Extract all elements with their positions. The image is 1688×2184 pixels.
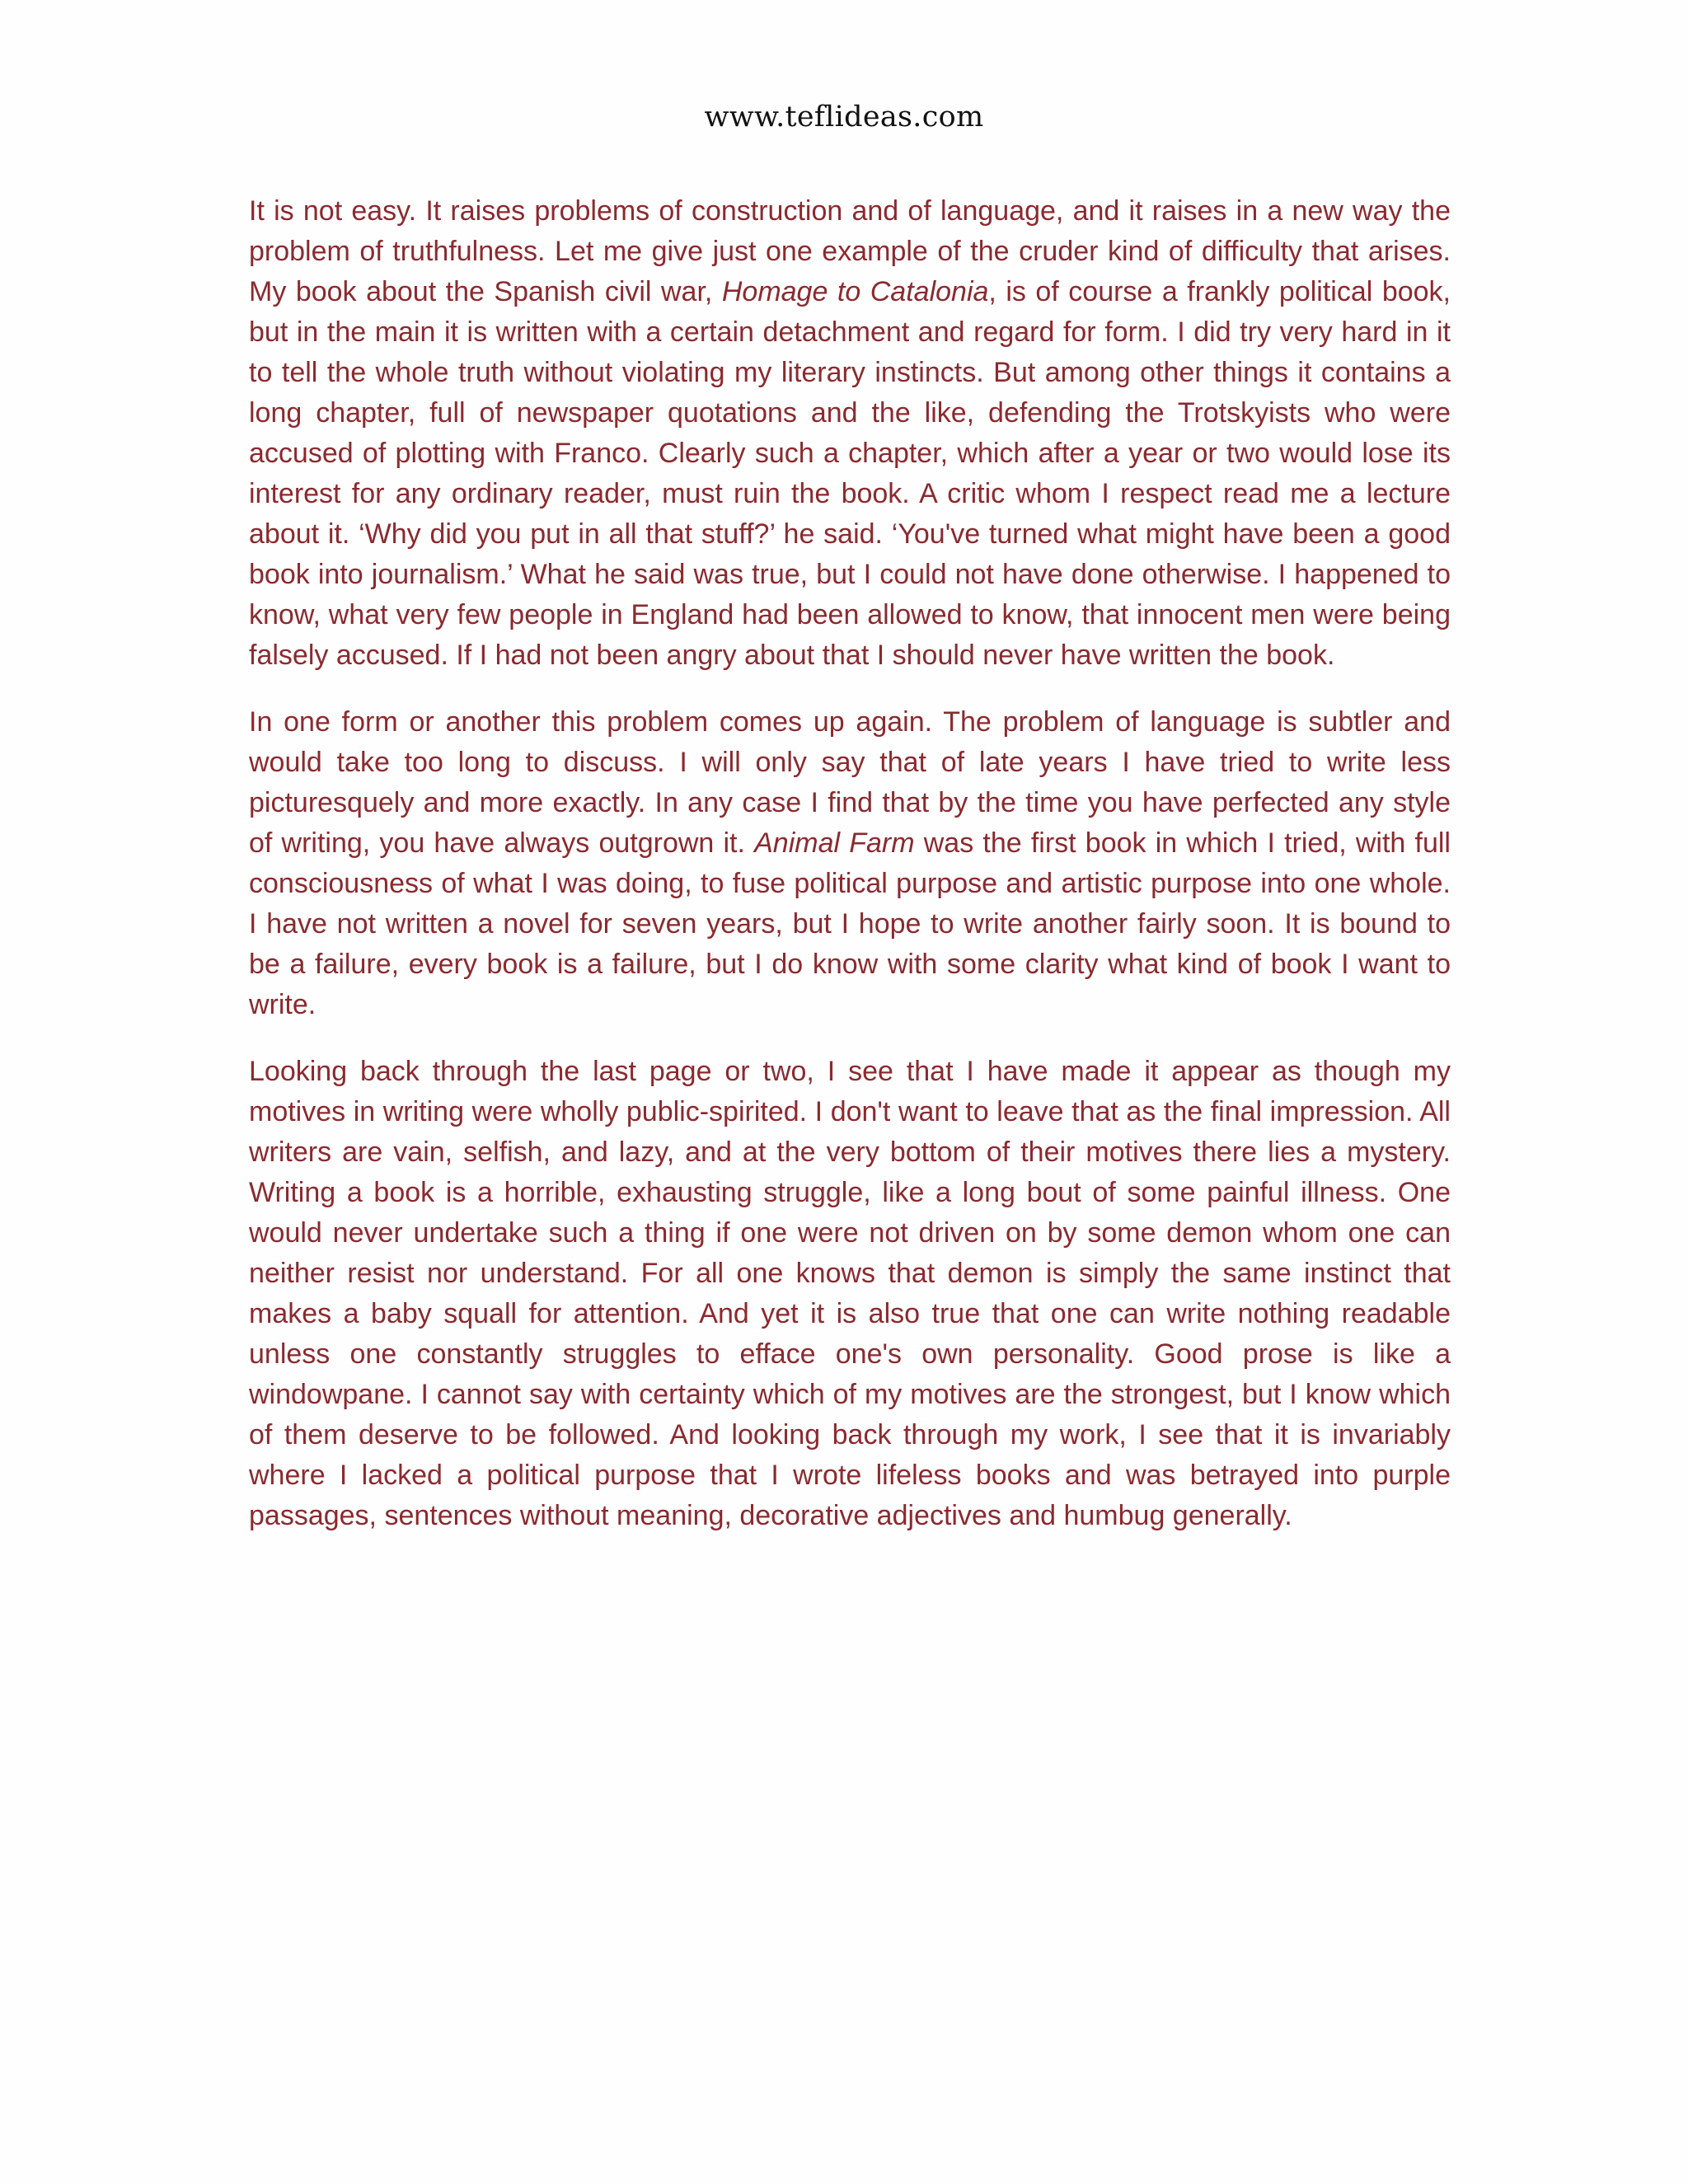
paragraph-2-text-b: was the first book in which I tried, with full consciousness of what I was doing, to fuse political purpose and artistic purpose into one whole. I have not written a novel for seven years, but I hope to write another fairly soon. It is bound to be a failure, every book is a failure, but I do know with some clarity what kind of book I want to write. (249, 827, 1451, 1020)
essay-body (249, 191, 1451, 1563)
site-url-header: www.teflideas.com (704, 101, 984, 134)
book-title-animal-farm: Animal Farm (754, 827, 915, 859)
paragraph-1-text-b: , is of course a frankly political book, but in the main it is written with a certain detachment and regard for form. I did try very hard in it to tell the whole truth without violating my literary instincts. But among other things it contains a long chapter, full of newspaper quotations and the like, defending the Trotskyists who were accused of plotting with Franco. Clearly such a chapter, which after a year or two would lose its interest for any ordinary reader, must ruin the book. A critic whom I respect read me a lecture about it. ‘Why did you put in all that stuff?’ he said. ‘You've turned what might have been a good book into journalism.’ What he said was true, but I could not have done otherwise. I happened to know, what very few people in England had been allowed to know, that innocent men were being falsely accused. If I had not been angry about that I should never have written the book. (249, 276, 1451, 671)
book-title-homage-to-catalonia: Homage to Catalonia (721, 276, 989, 307)
paragraph-2-text-a: In one form or another this problem comes up again. The problem of language is subtler and would take too long to discuss. I will only say that of late years I have tried to write less picturesquely and more exactly. In any case I find that by the time you have perfected any style of writing, you have always outgrown it. (249, 706, 1451, 859)
paragraph-2 (249, 702, 1451, 1025)
paragraph-1-text-a: It is not easy. It raises problems of construction and of language, and it raises in a new way the problem of truthfulness. Let me give just one example of the cruder kind of difficulty that arises. My book about the Spanish civil war, (249, 195, 1451, 307)
paragraph-1 (249, 191, 1451, 676)
paragraph-3: Looking back through the last page or two, I see that I have made it appear as though my motives in writing were wholly public-spirited. I don't want to leave that as the final impression. All writers are vain, selfish, and lazy, and at the very bottom of their motives there lies a mystery. Writing a book is a horrible, exhausting struggle, like a long bout of some painful illness. One would never undertake such a thing if one were not driven on by some demon whom one can neither resist nor understand. For all one knows that demon is simply the same instinct that makes a baby squall for attention. And yet it is also true that one can write nothing readable unless one constantly struggles to efface one's own personality. Good prose is like a windowpane. I cannot say with certainty which of my motives are the strongest, but I know which of them deserve to be followed. And looking back through my work, I see that it is invariably where I lacked a political purpose that I wrote lifeless books and was betrayed into purple passages, sentences without meaning, decorative adjectives and humbug generally. (249, 1056, 1451, 1531)
